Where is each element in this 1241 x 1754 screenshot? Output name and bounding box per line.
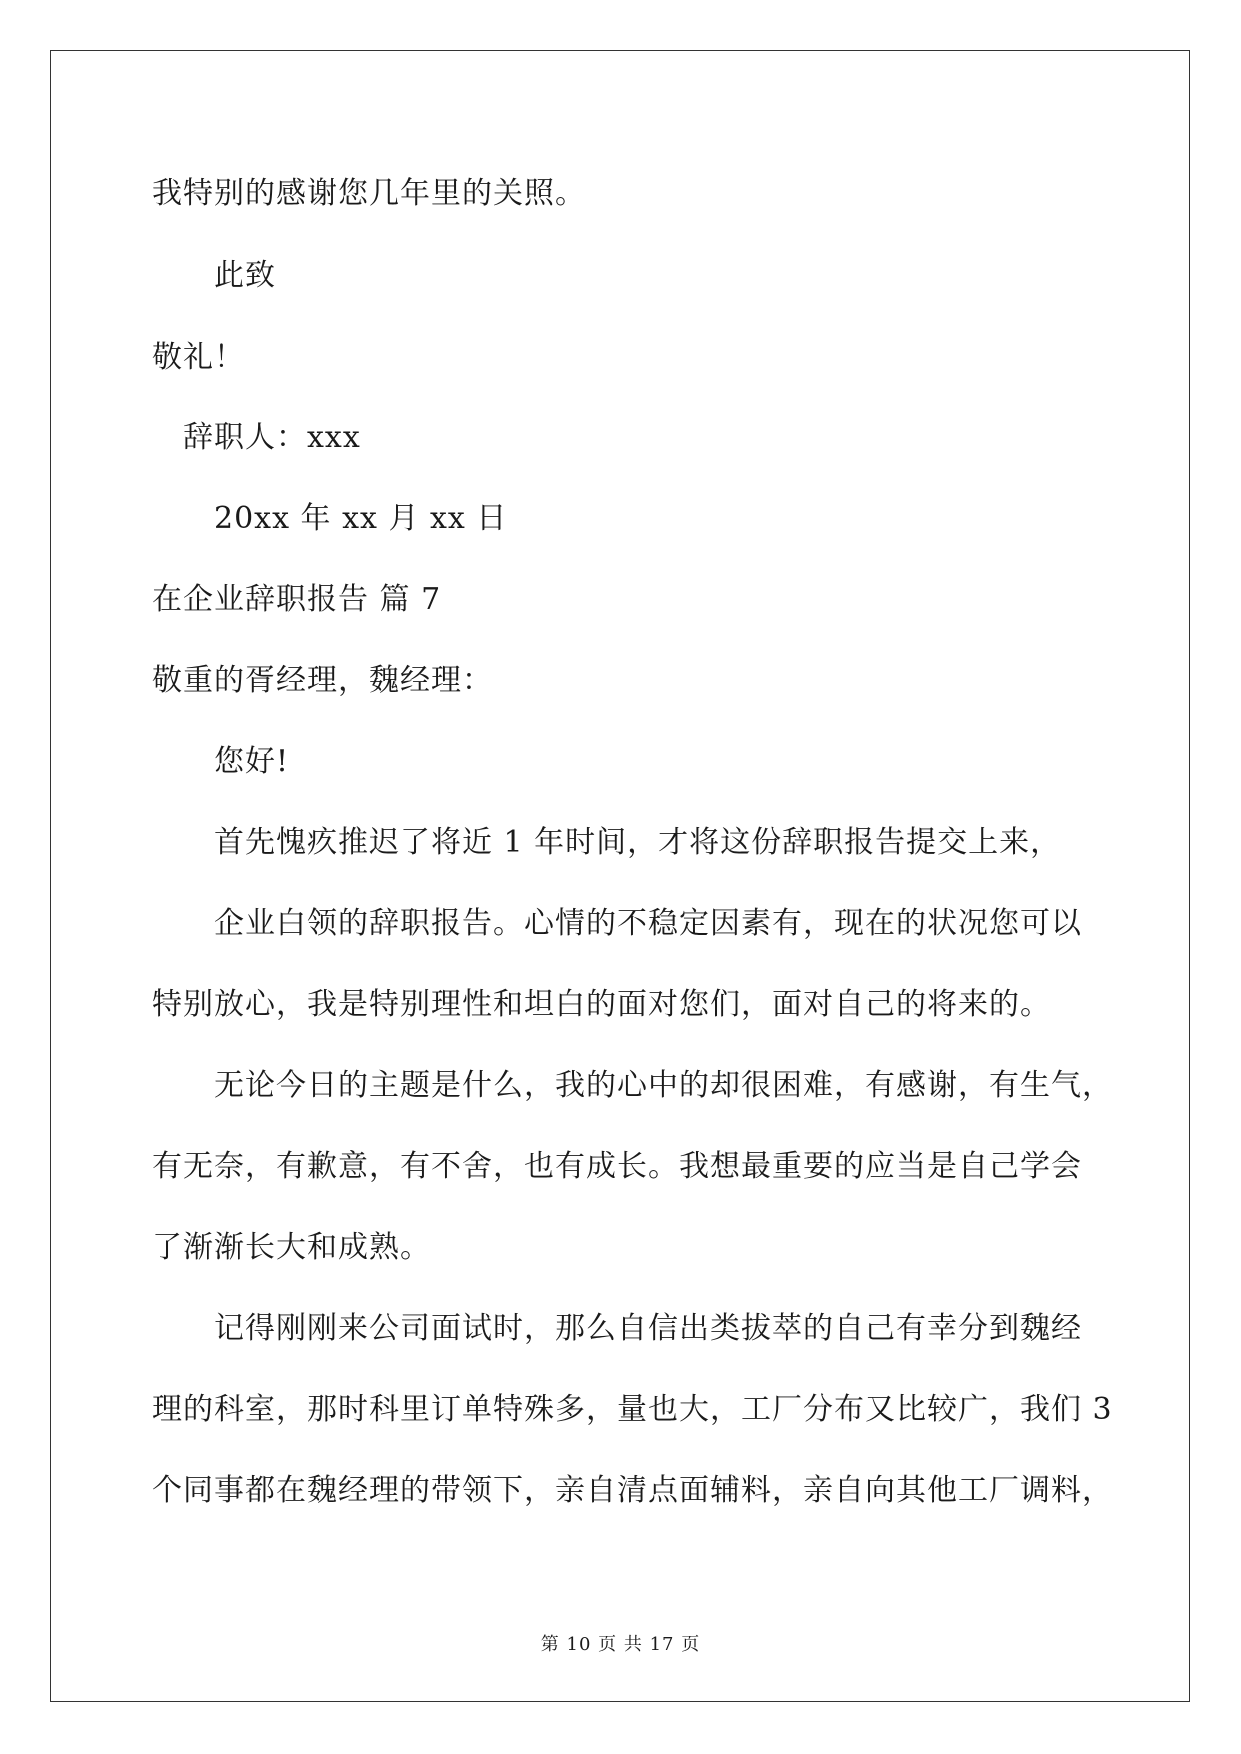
recipient-line: 敬重的胥经理，魏经理： (152, 663, 493, 698)
paragraph-line: 特别放心，我是特别理性和坦白的面对您们，面对自己的将来的。 (152, 987, 1051, 1022)
signature-date: 20xx 年 xx 月 xx 日 (214, 501, 508, 536)
paragraph-line: 无论今日的主题是什么，我的心中的却很困难，有感谢，有生气， (214, 1068, 1113, 1103)
signature-name: 辞职人：xxx (183, 420, 361, 455)
paragraph-line: 理的科室，那时科里订单特殊多，量也大，工厂分布又比较广，我们 3 (152, 1392, 1113, 1427)
paragraph-line: 了渐渐长大和成熟。 (152, 1230, 431, 1265)
text-line: 我特别的感谢您几年里的关照。 (152, 176, 586, 211)
paragraph-line: 记得刚刚来公司面试时，那么自信出类拔萃的自己有幸分到魏经 (214, 1311, 1082, 1346)
page-number-footer: 第 10 页 共 17 页 (540, 1634, 701, 1655)
closing-salutation: 此致 (214, 258, 276, 293)
paragraph-line: 有无奈，有歉意，有不舍，也有成长。我想最重要的应当是自己学会 (152, 1149, 1082, 1184)
paragraph-line: 首先愧疚推迟了将近 1 年时间，才将这份辞职报告提交上来， (214, 825, 1062, 860)
greeting: 您好! (214, 744, 290, 779)
section-heading: 在企业辞职报告 篇 7 (152, 582, 442, 617)
paragraph-line: 企业白领的辞职报告。心情的不稳定因素有，现在的状况您可以 (214, 906, 1082, 941)
closing-respect: 敬礼！ (152, 340, 245, 375)
page-border (50, 50, 1190, 1702)
paragraph-line: 个同事都在魏经理的带领下，亲自清点面辅料，亲自向其他工厂调料， (152, 1473, 1113, 1508)
